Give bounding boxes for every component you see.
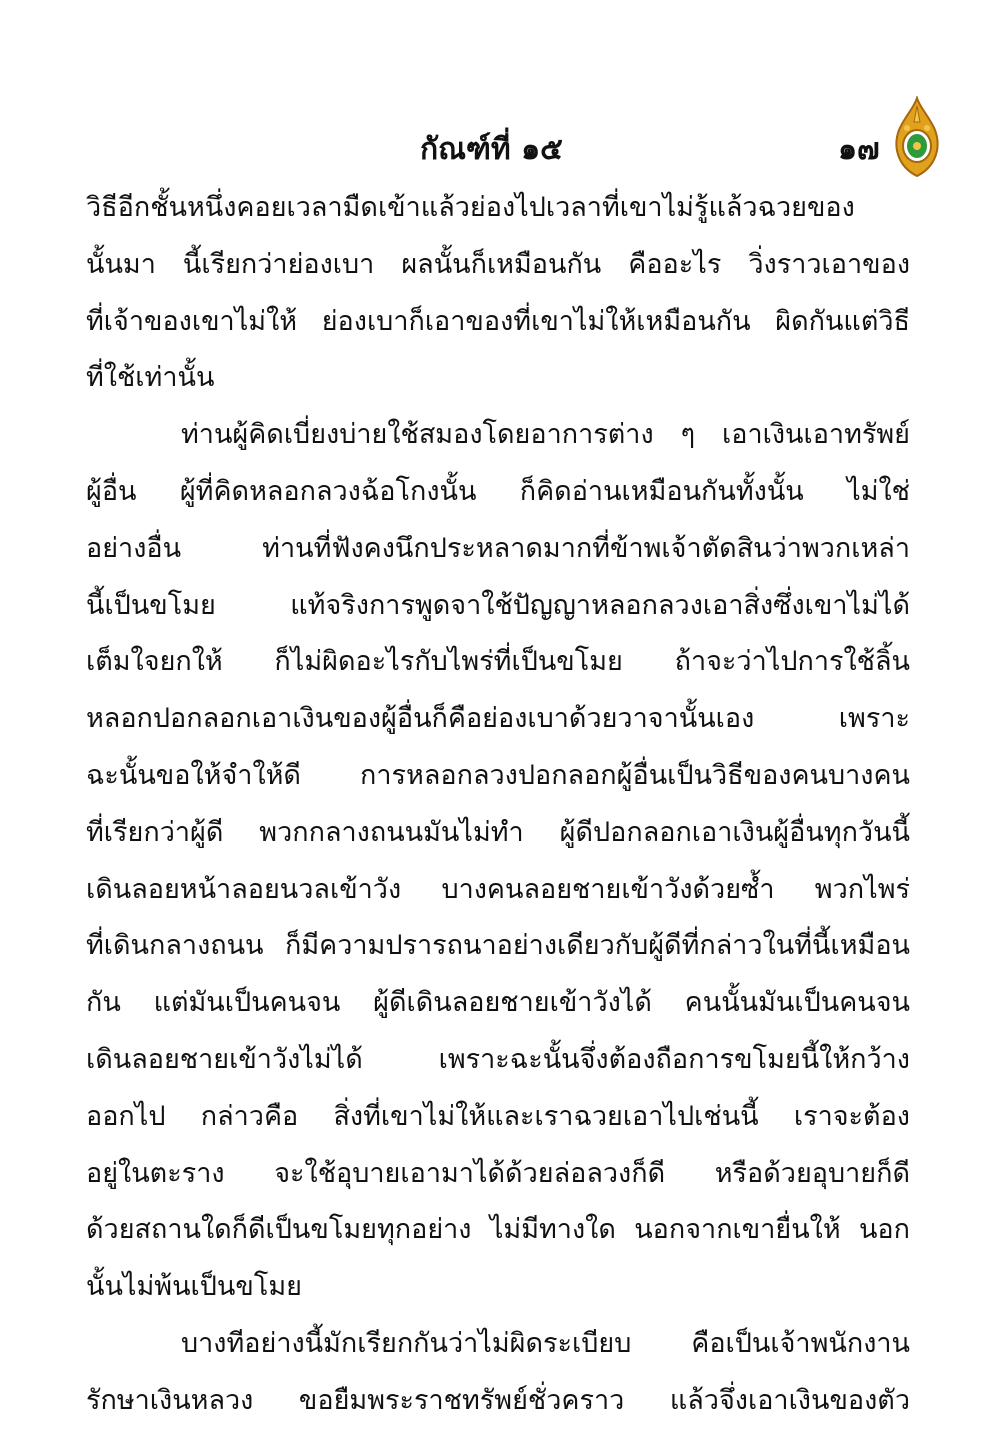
text-line: รักษาเงินหลวง ขอยืมพระราชทรัพย์ชั่วคราว แล้วจึ่งเอาเงินของตัว — [86, 1384, 910, 1416]
text-line: หลอกปอกลอกเอาเงินของผู้อื่นก็คือย่องเบาด้วยวาจานั้นเอง เพราะ — [86, 703, 910, 735]
text-line: ที่เดินกลางถนน ก็มีความปรารถนาอย่างเดียวกับผู้ดีที่กล่าวในที่นี้เหมือน — [86, 930, 910, 962]
text-line: อยู่ในตะราง จะใช้อุบายเอามาได้ด้วยล่อลวงก็ดี หรือด้วยอุบายก็ดี — [86, 1157, 910, 1189]
text-line: วิธีอีกชั้นหนึ่งคอยเวลามืดเข้าแล้วย่องไปเวลาที่เขาไม่รู้แล้วฉวยของ — [86, 192, 855, 223]
text-line: ที่เจ้าของเขาไม่ให้ ย่องเบาก็เอาของที่เขาไม่ให้เหมือนกัน ผิดกันแต่วิธี — [86, 305, 910, 337]
text-line: นั้นมา นี้เรียกว่าย่องเบา ผลนั้นก็เหมือนกัน คืออะไร วิ่งราวเอาของ — [86, 248, 910, 280]
text-line: นี้เป็นขโมย แท้จริงการพูดจาใช้ปัญญาหลอกลวงเอาสิ่งซึ่งเขาไม่ได้ — [86, 589, 910, 621]
text-line: ที่เรียกว่าผู้ดี พวกกลางถนนมันไม่ทำ ผู้ดีปอกลอกเอาเงินผู้อื่นทุกวันนี้ — [86, 816, 910, 848]
royal-emblem-icon — [893, 96, 941, 178]
text-line: อย่างอื่น ท่านที่ฟังคงนึกประหลาดมากที่ข้าพเจ้าตัดสินว่าพวกเหล่า — [86, 532, 910, 564]
text-line: นั้นไม่พ้นเป็นขโมย — [86, 1271, 302, 1303]
text-line: เดินลอยชายเข้าวังไม่ได้ เพราะฉะนั้นจึ่งต้องถือการขโมยนี้ให้กว้าง — [86, 1043, 910, 1075]
body-text — [86, 180, 910, 1430]
text-line: บางทีอย่างนี้มักเรียกกันว่าไม่ผิดระเบียบ คือเป็นเจ้าพนักงาน — [181, 1327, 910, 1359]
text-line: ด้วยสถานใดก็ดีเป็นขโมยทุกอย่าง ไม่มีทางใด นอกจากเขายื่นให้ นอก — [86, 1214, 910, 1246]
page-header — [0, 126, 990, 176]
text-line: กัน แต่มันเป็นคนจน ผู้ดีเดินลอยชายเข้าวังได้ คนนั้นมันเป็นคนจน — [86, 987, 910, 1019]
text-line: ที่ใช้เท่านั้น — [86, 362, 215, 394]
text-line: ท่านผู้คิดเบี่ยงบ่ายใช้สมองโดยอาการต่าง ๆ เอาเงินเอาทรัพย์ — [181, 419, 910, 451]
text-line: ออกไป กล่าวคือ สิ่งที่เขาไม่ให้และเราฉวยเอาไปเช่นนี้ เราจะต้อง — [86, 1100, 910, 1132]
text-line: ฉะนั้นขอให้จำให้ดี การหลอกลวงปอกลอกผู้อื่นเป็นวิธีของคนบางคน — [86, 759, 910, 791]
text-line: เดินลอยหน้าลอยนวลเข้าวัง บางคนลอยชายเข้าวังด้วยซ้ำ พวกไพร่ — [86, 873, 910, 905]
page-number: ๑๗ — [838, 132, 880, 167]
text-line: ผู้อื่น ผู้ที่คิดหลอกลวงฉ้อโกงนั้น ก็คิดอ่านเหมือนกันทั้งนั้น ไม่ใช่ — [86, 475, 910, 507]
section-title: กัณฑ์ที่ ๑๕ — [420, 132, 563, 167]
text-line: เต็มใจยกให้ ก็ไม่ผิดอะไรกับไพร่ที่เป็นขโมย ถ้าจะว่าไปการใช้ลิ้น — [86, 646, 910, 678]
